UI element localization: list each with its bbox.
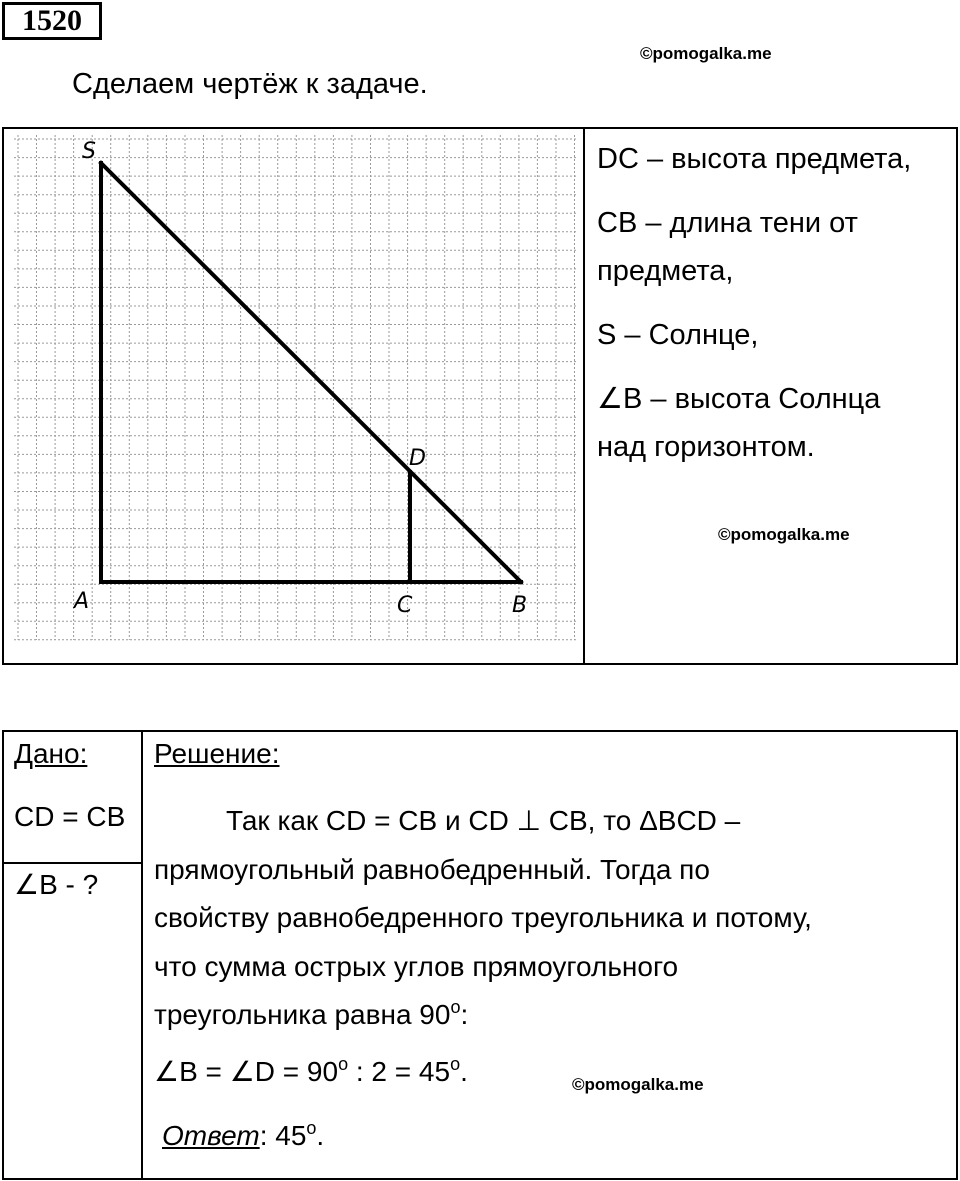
label-a: A [74,589,90,614]
given-find: ∠B - ? [14,869,99,900]
task-number: 1520 [2,2,102,40]
solution-box-divider [141,730,143,1180]
solution-line-4: что сумма острых углов прямоугольного [154,950,679,982]
label-d: D [409,446,426,471]
solution-heading: Решение: [154,738,280,769]
desc-cb: CB – длина тени от предмета, [597,207,858,287]
desc-dc: DC – высота предмета, [597,143,912,175]
intro-text: Сделаем чертёж к задаче. [72,68,428,100]
watermark-bottom: ©pomogalka.me [572,1075,704,1094]
grid [14,135,578,640]
label-c: C [397,593,413,618]
given-condition: CD = CB [14,801,126,832]
given-heading: Дано: [14,738,88,769]
desc-s: S – Солнце, [597,319,759,351]
given-separator [2,862,143,864]
triangle-figure [101,163,521,582]
solution-line-3: свойству равнобедренного треугольника и потому, [154,902,812,933]
triangle-drawing [4,129,583,663]
solution-line-5: треугольника равна 90$^o$: [154,997,469,1030]
label-b: B [512,593,528,618]
watermark-middle: ©pomogalka.me [718,525,850,544]
description-panel [597,135,957,487]
solution-line-2: прямоугольный равнобедренный. Тогда по [154,853,710,885]
drawing-box-divider [583,127,585,665]
segment-sb [101,163,521,582]
label-s: S [82,139,96,164]
desc-angle: ∠B – высота Солнца над горизонтом. [597,383,881,463]
solution-equation: ∠B = ∠D = $90^o$ : $2 = 45^o$. [154,1054,468,1087]
solution-line-1: Так как CD = CB и CD ⊥ CB, то ΔBCD – [226,805,741,836]
solution-paragraph [154,797,949,1040]
answer-label: Ответ [162,1120,260,1151]
solution-answer: Ответ: 45$^o$. [162,1118,325,1151]
watermark-top: ©pomogalka.me [640,44,772,63]
